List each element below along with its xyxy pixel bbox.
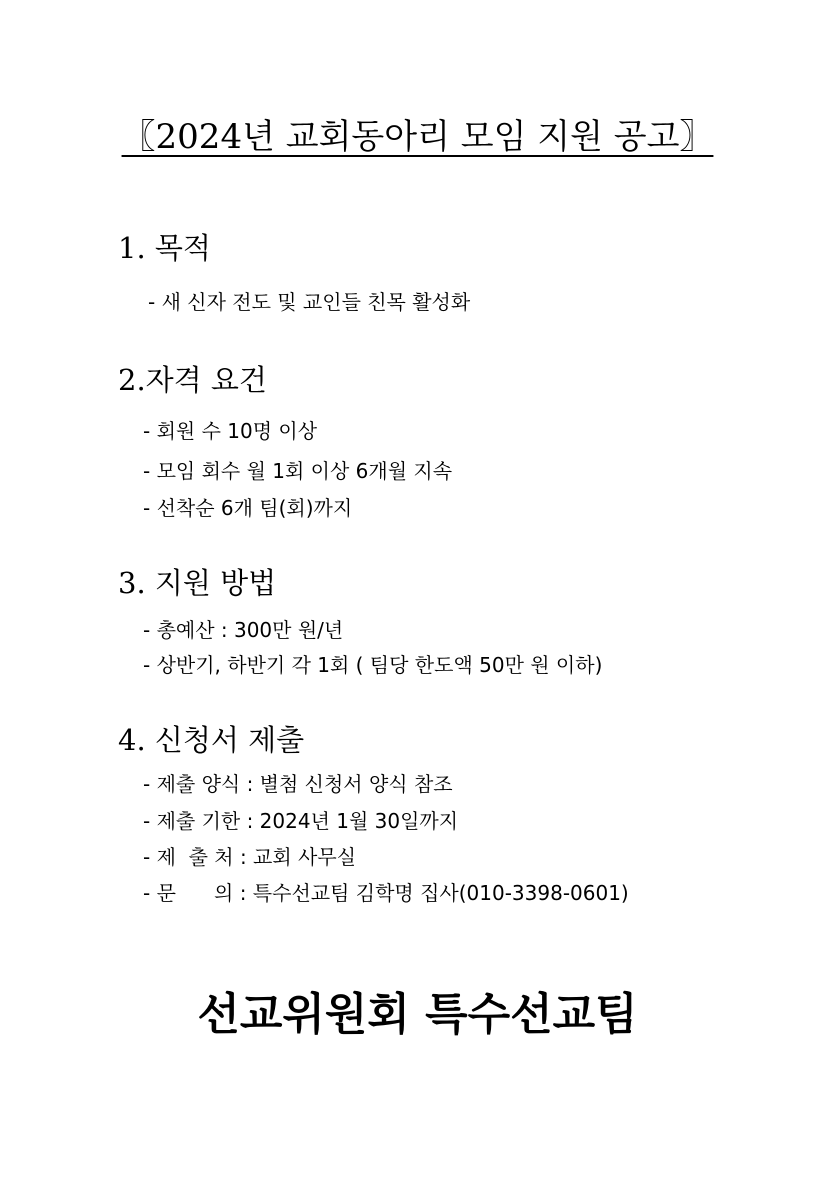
eligibility-item-frequency: - 모임 회수 월 1회 이상 6개월 지속 [143,459,453,483]
application-item-place: - 제 출 처 : 교회 사무실 [143,845,357,869]
notice-title: 〖2024년 교회동아리 모임 지원 공고〗 [121,117,714,157]
support-item-schedule: - 상반기, 하반기 각 1회 ( 팀당 한도액 50만 원 이하) [143,653,603,677]
section-heading-application: 4. 신청서 제출 [118,723,305,757]
section-heading-eligibility: 2.자격 요건 [118,363,267,397]
issuer-signature: 선교위원회 특수선교팀 [197,989,638,1040]
application-item-deadline: - 제출 기한 : 2024년 1월 30일까지 [143,809,459,833]
section-heading-purpose: 1. 목적 [118,231,211,265]
application-item-form: - 제출 양식 : 별첨 신청서 양식 참조 [143,772,453,796]
purpose-item: - 새 신자 전도 및 교인들 친목 활성화 [148,290,471,314]
application-item-contact: - 문 의 : 특수선교팀 김학명 집사(010-3398-0601) [143,881,629,905]
eligibility-item-members: - 회원 수 10명 이상 [143,419,318,443]
eligibility-item-first-come: - 선착순 6개 팀(회)까지 [143,496,353,520]
support-item-budget: - 총예산 : 300만 원/년 [143,618,344,642]
section-heading-support-method: 3. 지원 방법 [118,566,277,600]
